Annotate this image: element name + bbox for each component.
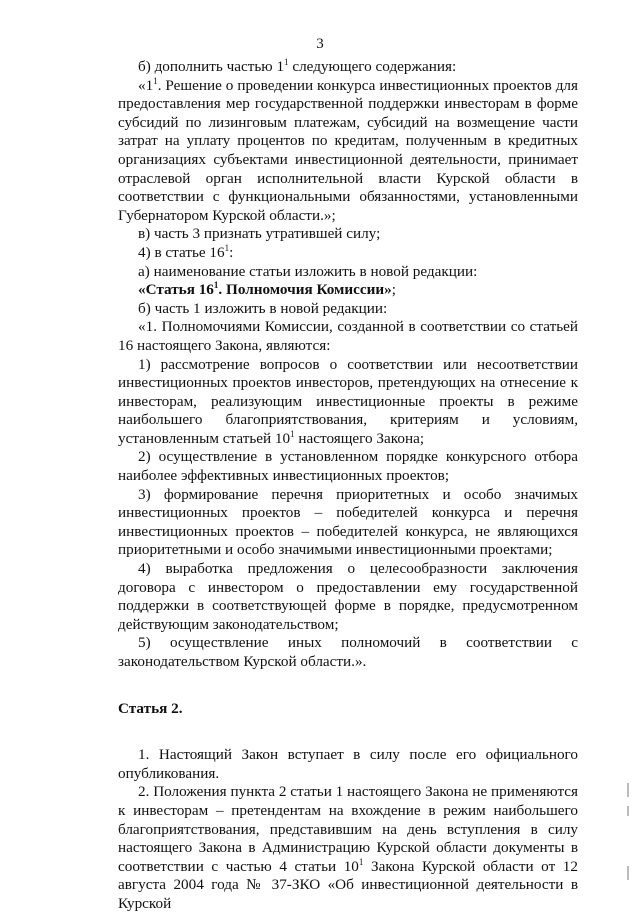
text-run: б) дополнить частью 1: [138, 58, 285, 75]
paragraph: [118, 77, 578, 226]
paragraph: [118, 225, 578, 244]
text-run: :: [229, 243, 234, 261]
text-run: «1: [138, 76, 154, 94]
superscript: 1: [224, 242, 230, 253]
text-run: следующего содержания:: [288, 58, 457, 75]
text-run: 2) осуществление в установленном порядке конкурсного отбора наиболее эффективных инвестиционных проектов;: [118, 448, 578, 485]
article-heading: [118, 700, 578, 719]
paragraph: [118, 634, 578, 671]
text-run: в) часть 3 признать утратившей силу;: [138, 225, 381, 243]
paragraph: [118, 783, 578, 913]
paragraph: [118, 300, 578, 319]
scan-mark: [627, 783, 629, 797]
text-run: Закона Курской области от 12 августа 2004 года № 37-ЗКО «Об инвестиционной деятельности в Курской: [118, 857, 578, 912]
page-number: 3: [316, 36, 324, 52]
text-run: . Полномочия Комиссии»: [218, 281, 392, 299]
paragraph: [118, 281, 578, 300]
text-run: 2. Положения пункта 2 статьи 1 настоящего Закона не применяются к инвесторам – претендентам на вхождение в режим наибольшего благоприятствования, представившим на день вступления в силу настоящего Закона в Администрацию Курской области документы в соответствии с частью 4 статьи 10: [118, 783, 578, 875]
scan-mark: [627, 806, 629, 816]
document-body: [118, 58, 578, 914]
paragraph: [118, 746, 578, 783]
text-run: 1. Настоящий Закон вступает в силу после его официального опубликования.: [118, 746, 578, 782]
paragraph: [118, 263, 578, 282]
text-run: настоящего Закона;: [294, 429, 425, 447]
paragraph: [118, 318, 578, 355]
text-run: Статья 2.: [118, 699, 183, 717]
superscript: 1: [213, 280, 219, 291]
text-run: 5) осуществление иных полномочий в соответствии с законодательством Курской области.».: [118, 634, 578, 670]
text-run: б) часть 1 изложить в новой редакции:: [138, 299, 388, 317]
text-run: а) наименование статьи изложить в новой редакции:: [138, 262, 478, 280]
text-run: 4) выработка предложения о целесообразности заключения договора с инвестором о предоставлении ему государственной поддержки в соответствующей форме в порядке, предусмотренном действующим законодательством;: [118, 560, 578, 633]
text-run: . Решение о проведении конкурса инвестиционных проектов для предоставления мер государственной поддержки инвесторам в форме субсидий по лизинговым платежам, субсидий на возмещение части затрат на уплату процентов по кредитам, полученным в кредитных организациях субъектами инвестиционной деятельности, принимает отраслевой орган исполнительной власти Курской области в соответствии с функциональными обязанностями, установленными Губернатором Курской области.»;: [118, 76, 578, 224]
superscript: 1: [290, 428, 295, 439]
paragraph: [118, 58, 578, 77]
paragraph: [118, 244, 578, 263]
paragraph: [118, 560, 578, 634]
text-run: «Статья 16: [138, 281, 214, 299]
paragraph: [118, 448, 578, 485]
superscript: 1: [284, 57, 289, 67]
text-run: «1. Полномочиями Комиссии, созданной в соответствии со статьей 16 настоящего Закона, являются:: [118, 318, 578, 354]
text-run: 3) формирование перечня приоритетных и особо значимых инвестиционных проектов – победителей конкурса и перечня инвестиционных проектов – победителей конкурса, не являющихся приоритетными и особо значимыми инвестиционными проектами;: [118, 485, 578, 559]
scan-mark: [627, 866, 629, 880]
text-run: 1) рассмотрение вопросов о соответствии или несоответствии инвестиционных проектов инвесторов, претендующих на отнесение к инвесторам, реализующим инвестиционные проекты в режиме наибольшего благоприятствования, критериям и условиям, установленным статьей 10: [118, 355, 578, 447]
superscript: 1: [358, 856, 364, 867]
text-run: 4) в статье 16: [138, 243, 225, 261]
paragraph: [118, 356, 578, 449]
text-run: ;: [391, 281, 396, 299]
superscript: 1: [153, 75, 158, 86]
paragraph: [118, 486, 578, 560]
